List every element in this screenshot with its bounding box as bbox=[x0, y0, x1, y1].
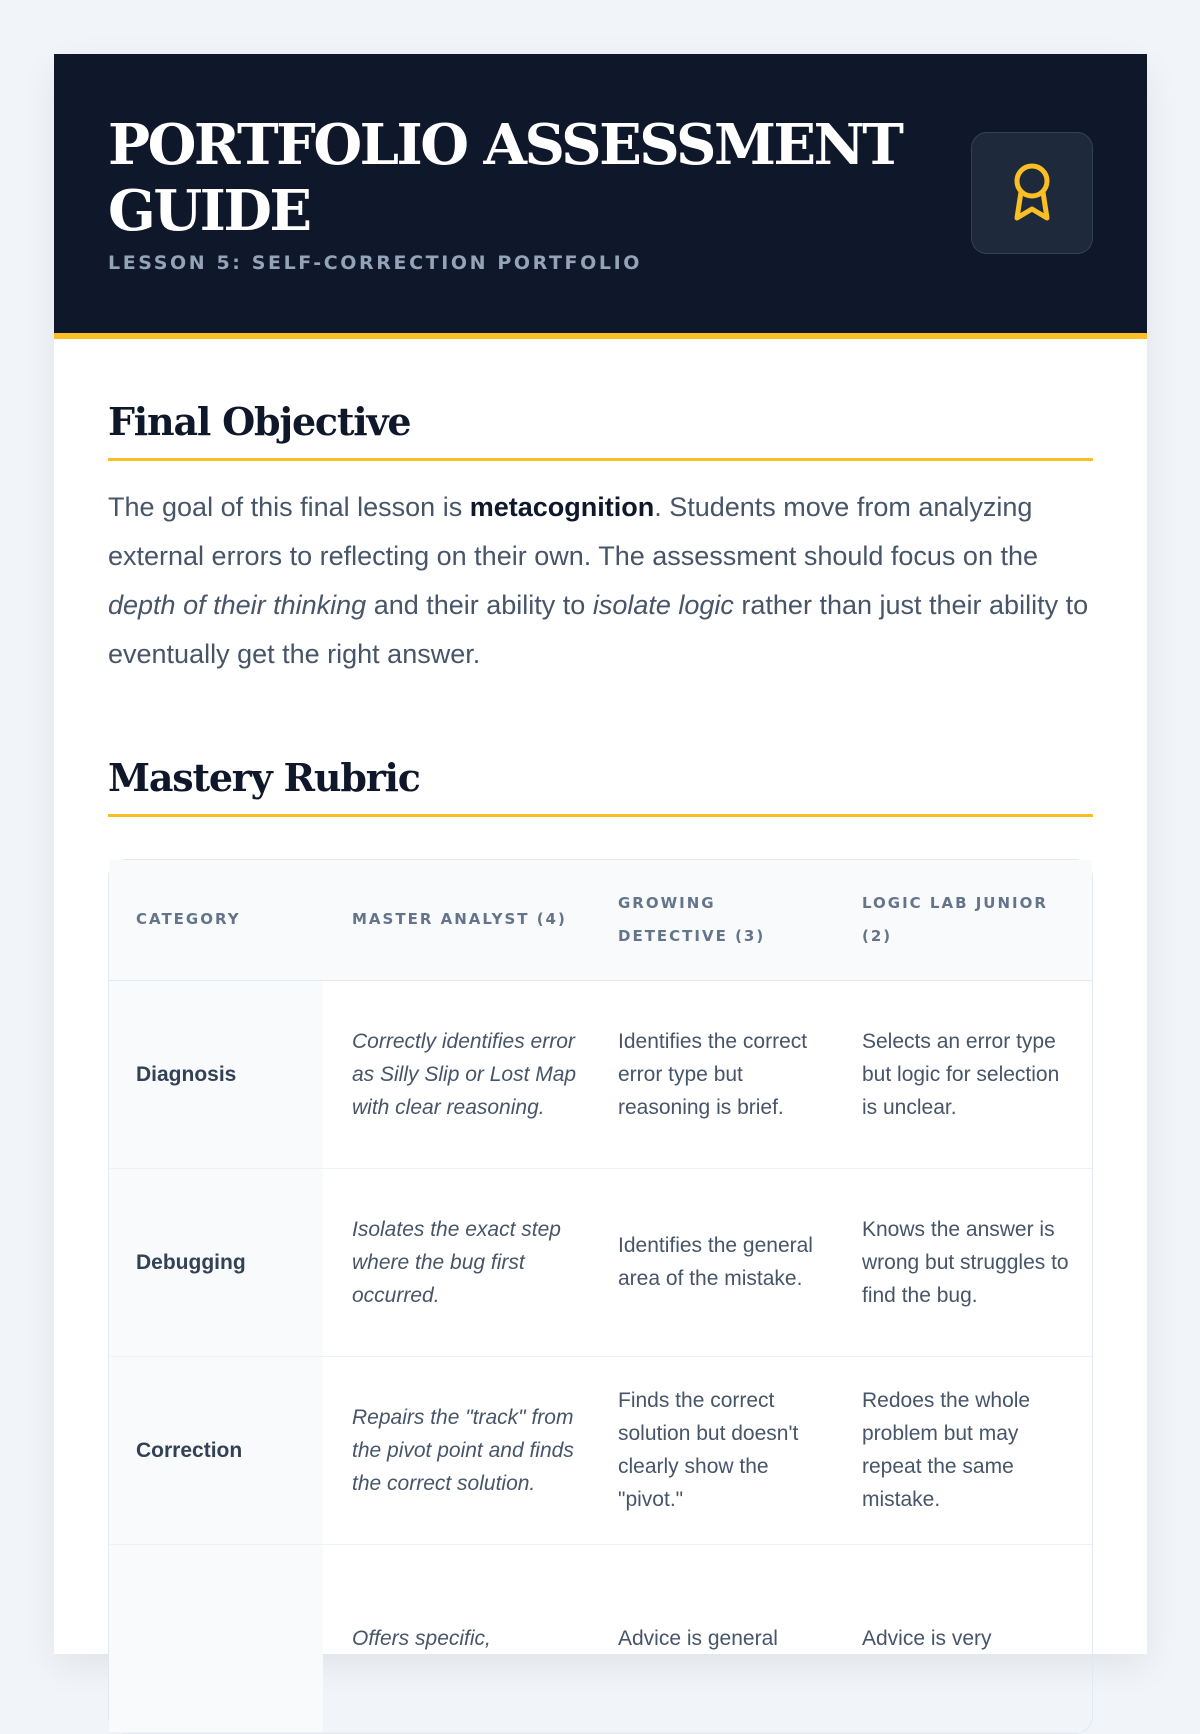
assessment-card bbox=[54, 54, 1147, 1654]
category-cell: Debugging bbox=[109, 1168, 323, 1356]
page-title: PORTFOLIO ASSESSMENT GUIDE bbox=[108, 112, 902, 244]
rubric-table-container bbox=[108, 859, 1093, 1734]
junior-cell: Advice is very bbox=[846, 1544, 1092, 1732]
category-cell: Correction bbox=[109, 1356, 323, 1544]
rubric-table-body bbox=[109, 980, 1092, 1732]
master-cell: Offers specific, bbox=[323, 1544, 594, 1732]
table-row bbox=[109, 980, 1092, 1168]
category-cell: Diagnosis bbox=[109, 980, 323, 1168]
award-ribbon-icon bbox=[1006, 161, 1058, 225]
objective-text-4: rather than just their ability to eventually get the right answer. bbox=[108, 590, 1089, 669]
objective-text-bold: metacognition bbox=[469, 492, 655, 522]
objective-text-1: The goal of this final lesson is bbox=[108, 492, 470, 522]
growing-cell: Advice is general bbox=[594, 1544, 846, 1732]
table-row bbox=[109, 1544, 1092, 1732]
master-cell: Correctly identifies error as Silly Slip or Lost Map with clear reasoning. bbox=[323, 980, 594, 1168]
column-header-growing: GROWING DETECTIVE (3) bbox=[594, 860, 846, 980]
junior-cell: Knows the answer is wrong but struggles to find the bug. bbox=[846, 1168, 1092, 1356]
objective-text-3: and their ability to bbox=[366, 590, 593, 620]
objective-text-italic-2: isolate logic bbox=[592, 590, 734, 620]
table-header-row bbox=[109, 860, 1092, 980]
growing-cell: Identifies the correct error type but reasoning is brief. bbox=[594, 980, 846, 1168]
page-header bbox=[54, 54, 1147, 339]
master-cell: Isolates the exact step where the bug first occurred. bbox=[323, 1168, 594, 1356]
junior-cell: Redoes the whole problem but may repeat the same mistake. bbox=[846, 1356, 1092, 1544]
rubric-table-head bbox=[109, 860, 1092, 980]
column-header-master: MASTER ANALYST (4) bbox=[323, 860, 594, 980]
objective-text-2: . Students move from analyzing external errors to reflecting on their own. The assessment should focus on the bbox=[108, 492, 1038, 571]
rubric-table bbox=[109, 860, 1092, 1733]
objective-paragraph bbox=[108, 483, 1093, 679]
page-subtitle: LESSON 5: SELF-CORRECTION PORTFOLIO bbox=[108, 252, 643, 274]
objective-text-italic-1: depth of their thinking bbox=[108, 590, 367, 620]
column-header-junior: LOGIC LAB JUNIOR (2) bbox=[846, 860, 1092, 980]
growing-cell: Identifies the general area of the mistake. bbox=[594, 1168, 846, 1356]
junior-cell: Selects an error type but logic for selection is unclear. bbox=[846, 980, 1092, 1168]
column-header-category: CATEGORY bbox=[109, 860, 323, 980]
page-content bbox=[54, 399, 1147, 1734]
section-title-rubric: Mastery Rubric bbox=[108, 755, 1093, 817]
master-cell: Repairs the "track" from the pivot point and finds the correct solution. bbox=[323, 1356, 594, 1544]
section-title-objective: Final Objective bbox=[108, 399, 1093, 461]
table-row bbox=[109, 1356, 1092, 1544]
table-row bbox=[109, 1168, 1092, 1356]
category-cell bbox=[109, 1544, 323, 1732]
award-badge bbox=[971, 132, 1093, 254]
growing-cell: Finds the correct solution but doesn't clearly show the "pivot." bbox=[594, 1356, 846, 1544]
